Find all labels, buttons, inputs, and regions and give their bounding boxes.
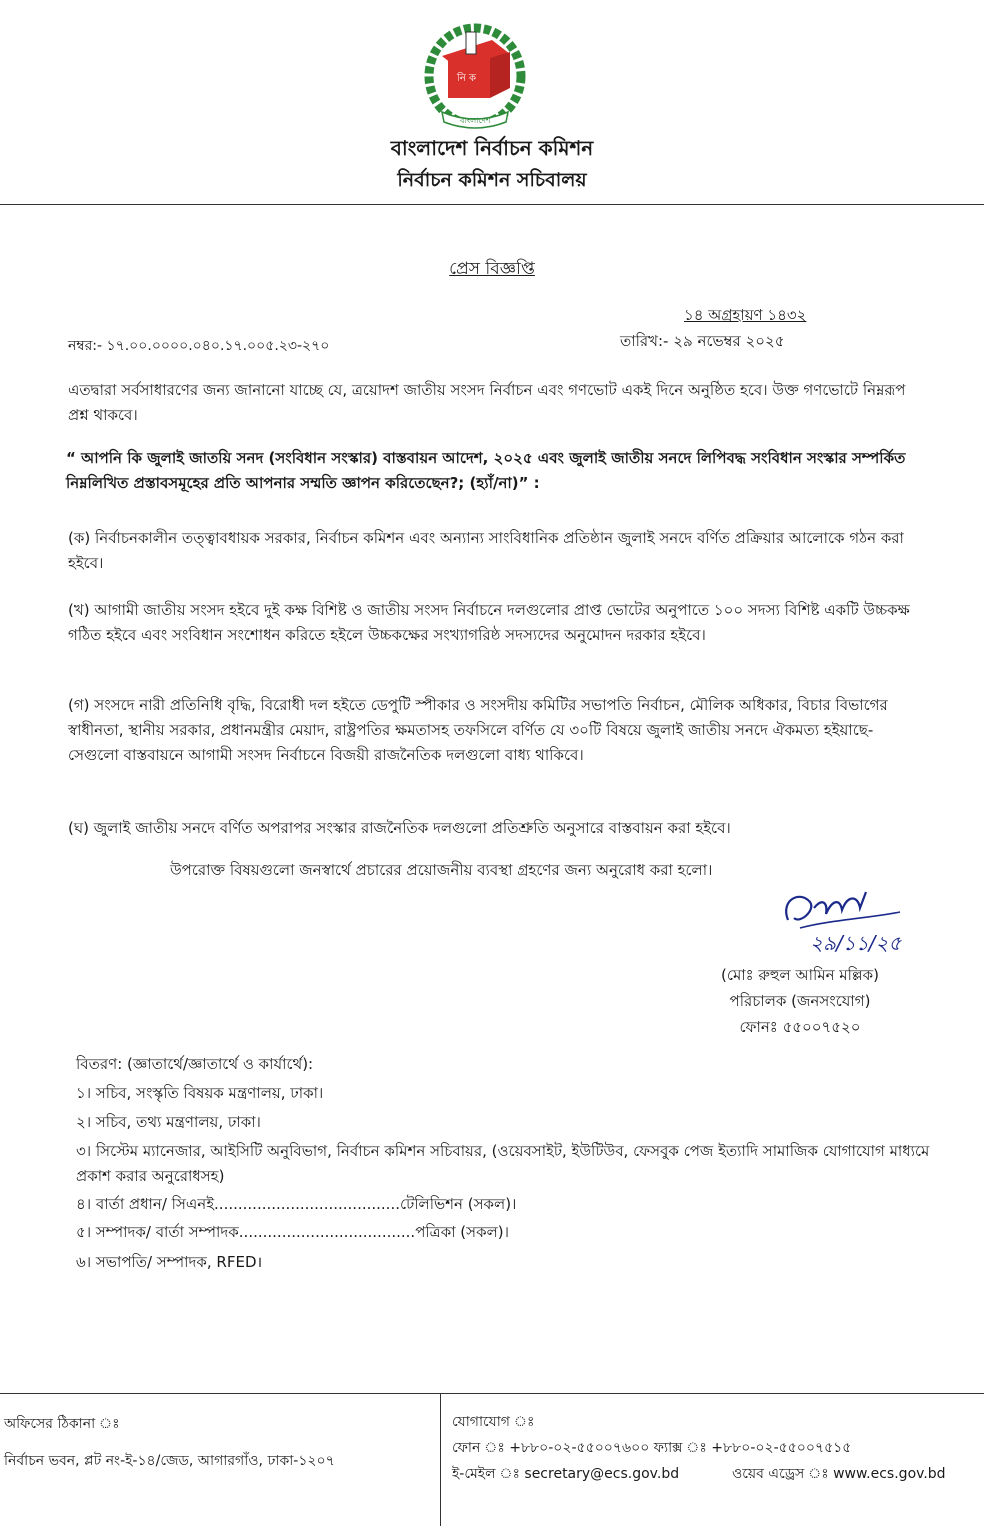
- request-paragraph: উপরোক্ত বিষয়গুলো জনস্বার্থে প্রচারের প্রয়োজনীয় ব্যবস্থা গ্রহণের জন্য অনুরোধ করা হলো।: [170, 861, 713, 879]
- item-ga: (গ) সংসদে নারী প্রতিনিধি বৃদ্ধি, বিরোধী দল হইতে ডেপুটি স্পীকার ও সংসদীয় কমিটির সভাপতি নির্বাচন, মৌলিক অধিকার, বিচার বিভাগের স্বাধীনতা, স্থানীয় সরকার, প্রধানমন্ত্রীর মেয়াদ, রাষ্ট্রপতির ক্ষমতাসহ তফসিলে বর্ণিত যে ৩০টি বিষয়ে জুলাই জাতীয় সনদে ঐকমত্য হইয়াছে- সেগুলো বাস্তবায়নে আগামী সংসদ নির্বাচনে বিজয়ী রাজনৈতিক দলগুলো বাধ্য থাকিবে।: [68, 696, 888, 764]
- distribution-item: ৫। সম্পাদক/ বার্তা সম্পাদক.....................................পত্রিকা (সকল)।: [76, 1223, 509, 1241]
- distribution-item: ১। সচিব, সংস্কৃতি বিষয়ক মন্ত্রণালয়, ঢাকা।: [76, 1084, 324, 1102]
- signatory-title: পরিচালক (জনসংযোগ): [729, 992, 871, 1010]
- website-link[interactable]: ওয়েব এড্রেস ঃ www.ecs.gov.bd: [732, 1466, 946, 1482]
- email-link[interactable]: ই-মেইল ঃ secretary@ecs.gov.bd: [452, 1466, 680, 1482]
- address-label: অফিসের ঠিকানা ঃ: [4, 1416, 120, 1432]
- signatory-block: [700, 962, 900, 1040]
- svg-text:বাংলাদেশ: বাংলাদেশ: [460, 116, 491, 125]
- organization-name: বাংলাদেশ নির্বাচন কমিশন: [390, 136, 594, 160]
- distribution-heading: বিতরণ: (জ্ঞাতার্থে/জ্ঞাতার্থে ও কার্যার্থে):: [76, 1055, 314, 1073]
- memo-number: নম্বর:- ১৭.০০.০০০০.০৪০.১৭.০০৫.২৩-২৭০: [68, 338, 330, 354]
- secretariat-name: নির্বাচন কমিশন সচিবালয়: [397, 169, 587, 191]
- footer-divider: [0, 1393, 984, 1394]
- office-address: নির্বাচন ভবন, প্লট নং-ই-১৪/জেড, আগারগাঁও, ঢাকা-১২০৭: [4, 1453, 335, 1469]
- document-title: প্রেস বিজ্ঞপ্তি: [449, 259, 535, 279]
- item-kha: (খ) আগামী জাতীয় সংসদ হইবে দুই কক্ষ বিশিষ্ট ও জাতীয় সংসদ নির্বাচনে দলগুলোর প্রাপ্ত ভোটের অনুপাতে ১০০ সদস্য বিশিষ্ট একটি উচ্চকক্ষ গঠিত হইবে এবং সংবিধান সংশোধন করিতে হইলে উচ্চকক্ষের সংখ্যাগরিষ্ঠ সদস্যদের অনুমোদন দরকার হইবে।: [68, 601, 910, 644]
- svg-text:২৯/১১/২৫: ২৯/১১/২৫: [810, 931, 902, 954]
- item-ka: (ক) নির্বাচনকালীন তত্ত্বাবধায়ক সরকার, নির্বাচন কমিশন এবং অন্যান্য সাংবিধানিক প্রতিষ্ঠান জুলাই সনদে বর্ণিত প্রক্রিয়ার আলোকে গঠন করা হইবে।: [68, 529, 904, 572]
- distribution-item: ৬। সভাপতি/ সম্পাদক, RFED।: [76, 1253, 263, 1271]
- header-divider: [0, 204, 984, 205]
- item-gha: (ঘ) জুলাই জাতীয় সনদে বর্ণিত অপরাপর সংস্কার রাজনৈতিক দলগুলো প্রতিশ্রুতি অনুসারে বাস্তবায়ন করা হইবে।: [68, 819, 731, 837]
- referendum-question: “ আপনি কি জুলাই জাতয়ি সনদ (সংবিধান সংস্কার) বাস্তবায়ন আদেশ, ২০২৫ এবং জুলাই জাতীয় সনদে লিপিবদ্ধ সংবিধান সংস্কার সম্পর্কিত নিম্নলিখিত প্রস্তাবসমূহের প্রতি আপনার সম্মতি জ্ঞাপন করিতেছেন?; (হ্যাঁ/না)” :: [66, 449, 906, 492]
- svg-text:নি ক: নি ক: [457, 73, 477, 84]
- footer-column-divider: [440, 1393, 441, 1526]
- distribution-item: ২। সচিব, তথ্য মন্ত্রণালয়, ঢাকা।: [76, 1113, 261, 1131]
- phone-fax: ফোন ঃ +৮৮০-০২-৫৫০০৭৬০০ ফ্যাক্স ঃ +৮৮০-০২-৫৫০০৭৫১৫: [452, 1440, 852, 1456]
- bengali-date: ১৪ অগ্রহায়ণ ১৪৩২: [684, 306, 807, 324]
- election-commission-logo: [420, 14, 530, 132]
- signatory-phone: ফোনঃ ৫৫০০৭৫২০: [739, 1018, 861, 1036]
- distribution-item: ৪। বার্তা প্রধান/ সিএনই.......................................টেলিভিশন (সকল)।: [76, 1195, 517, 1213]
- contact-label: যোগাযোগ ঃ: [452, 1414, 535, 1430]
- signature: [770, 880, 930, 954]
- intro-paragraph: এতদ্বারা সর্বসাধারণের জন্য জানানো যাচ্ছে যে, ত্রয়োদশ জাতীয় সংসদ নির্বাচন এবং গণভোট একই দিনে অনুষ্ঠিত হবে। উক্ত গণভোটে নিম্নরূপ প্রশ্ন থাকবে।: [68, 381, 906, 424]
- signatory-name: (মোঃ রুহুল আমিন মল্লিক): [721, 966, 879, 984]
- distribution-item: ৩। সিস্টেম ম্যানেজার, আইসিটি অনুবিভাগ, নির্বাচন কমিশন সচিবায়র, (ওয়েবসাইট, ইউটিউব, ফেসবুক পেজ ইত্যাদি সামাজিক যোগাযোগ মাধ্যমে প্রকাশ করার অনুরোধসহ): [76, 1142, 930, 1185]
- issue-date: তারিখ:- ২৯ নভেম্বর ২০২৫: [620, 332, 785, 350]
